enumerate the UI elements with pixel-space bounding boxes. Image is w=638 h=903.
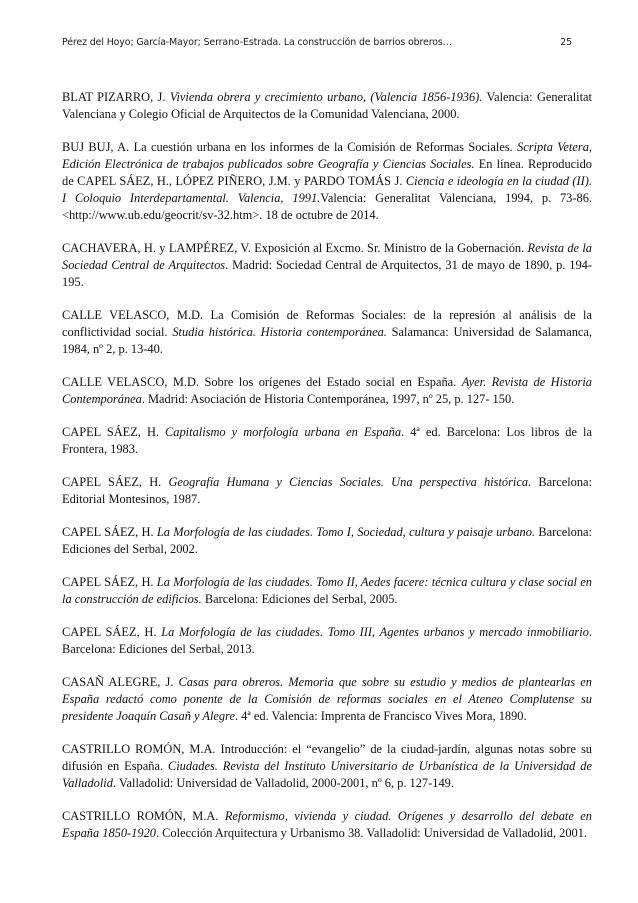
reference-entry: [62, 424, 592, 458]
reference-text: BUJ BUJ, A. La cuestión urbana en los informes de la Comisión de Reformas Sociales.: [62, 140, 518, 154]
reference-entry: [62, 474, 592, 508]
reference-text: CASAÑ ALEGRE, J.: [62, 675, 179, 689]
reference-text: . Colección Arquitectura y Urbanismo 38. Valladolid: Universidad de Valladolid, 2001.: [155, 826, 588, 840]
reference-title: Ayer. Revista de Historia Contemporánea: [62, 375, 592, 406]
reference-entry: [62, 624, 592, 658]
reference-text: CAPEL SÁEZ, H.: [62, 525, 157, 539]
reference-entry: [62, 307, 592, 358]
reference-title: Vivienda obrera y crecimiento urbano, (Valencia 1856-1936).: [169, 90, 483, 104]
reference-text: . Madrid: Sociedad Central de Arquitectos, 31 de mayo de 1890, p. 194-195.: [62, 258, 593, 289]
reference-text: CAPEL SÁEZ, H.: [62, 625, 162, 639]
reference-title: Ciencia e ideología en la ciudad (II). I Coloquio Interdepartamental. Valencia, 1991.: [62, 174, 592, 205]
reference-entry: [62, 574, 592, 608]
reference-text: . Barcelona: Editorial Montesinos, 1987.: [62, 475, 592, 506]
reference-text: CAPEL SÁEZ, H.: [62, 575, 157, 589]
reference-text: Valencia: Generalitat Valenciana y Colegio Oficial de Arquitectos de la Comunidad Valenciana, 2000.: [62, 90, 592, 121]
reference-entry: [62, 374, 592, 408]
running-title: Pérez del Hoyo; García-Mayor; Serrano-Estrada. La construcción de barrios obreros…: [62, 37, 452, 48]
reference-title: Ciudades. Revista del Instituto Universitario de Urbanística de la Universidad de Valladolid: [62, 759, 592, 790]
reference-entry: [62, 808, 592, 842]
reference-text: CALLE VELASCO, M.D. Sobre los orígenes del Estado social en España.: [62, 375, 462, 389]
reference-text: CASTRILLO ROMÓN, M.A. Introducción: el “evangelio” de la ciudad-jardín, algunas notas sobre su difusión en España.: [62, 742, 592, 773]
reference-text: . Valladolid: Universidad de Valladolid, 2000-2001, nº 6, p. 127-149.: [112, 776, 454, 790]
reference-title: La Morfología de las ciudades. Tomo III, Agentes urbanos y mercado inmobiliario: [161, 625, 589, 639]
reference-entry: [62, 89, 592, 123]
reference-title: Capitalismo y morfología urbana en España: [165, 425, 402, 439]
reference-text: Barcelona: Ediciones del Serbal, 2002.: [62, 525, 592, 556]
reference-title: Reformismo, vivienda y ciudad. Orígenes y desarrollo del debate en España 1850-1920: [62, 809, 592, 840]
reference-entry: [62, 139, 592, 224]
reference-title: Scripta Vetera, Edición Electrónica de trabajos publicados sobre Geografía y Ciencias Sociales.: [62, 140, 592, 171]
reference-text: CACHAVERA, H. y LAMPÉREZ, V. Exposición al Excmo. Sr. Ministro de la Gobernación.: [62, 241, 528, 255]
reference-text: Barcelona: Ediciones del Serbal, 2005.: [201, 592, 398, 606]
reference-text: CALLE VELASCO, M.D. La Comisión de Reformas Sociales: de la represión al análisis de la conflictividad social.: [62, 308, 592, 339]
page-number: 25: [560, 37, 572, 48]
reference-title: Casas para obreros. Memoria que sobre su estudio y medios de plantearlas en España redactó como ponente de la Comisión de reformas sociales en el Ateneo Complutense su presidente Joaquín Casañ y Alegre: [62, 675, 592, 723]
reference-text: . Barcelona: Ediciones del Serbal, 2013.: [62, 625, 592, 656]
reference-entry: [62, 741, 592, 792]
reference-list: [62, 89, 592, 858]
reference-title: Revista de la Sociedad Central de Arquitectos: [62, 241, 593, 272]
reference-title: La Morfología de las ciudades. Tomo I, Sociedad, cultura y paisaje urbano.: [156, 525, 536, 539]
reference-title: Studia histórica. Historia contemporánea.: [172, 325, 387, 339]
reference-text: En línea. Reproducido de CAPEL SÁEZ, H., LÓPEZ PIÑERO, J.M. y PARDO TOMÁS J.: [62, 157, 592, 188]
reference-text: . 4ª ed. Valencia: Imprenta de Francisco Vives Mora, 1890.: [234, 709, 527, 723]
reference-text: Valencia: Generalitat Valenciana, 1994, p. 73-86. <http://www.ub.edu/geocrit/sv-32.htm>. 18 de octubre de 2014.: [62, 191, 592, 222]
reference-entry: [62, 674, 592, 725]
reference-entry: [62, 240, 592, 291]
reference-text: Salamanca: Universidad de Salamanca, 1984, nº 2, p. 13-40.: [62, 325, 592, 356]
reference-title: La Morfología de las ciudades. Tomo II, Aedes facere: técnica cultura y clase social en la construcción de edificios.: [62, 575, 592, 606]
reference-text: CAPEL SÁEZ, H.: [62, 475, 169, 489]
reference-text: BLAT PIZARRO, J.: [62, 90, 170, 104]
reference-title: Geografía Humana y Ciencias Sociales. Una perspectiva histórica: [168, 475, 529, 489]
reference-text: CASTRILLO ROMÓN, M.A.: [62, 809, 225, 823]
reference-text: CAPEL SÁEZ, H.: [62, 425, 166, 439]
reference-text: . 4ª ed. Barcelona: Los libros de la Frontera, 1983.: [62, 425, 592, 456]
reference-text: . Madrid: Asociación de Historia Contemporánea, 1997, nº 25, p. 127- 150.: [141, 392, 515, 406]
reference-entry: [62, 524, 592, 558]
